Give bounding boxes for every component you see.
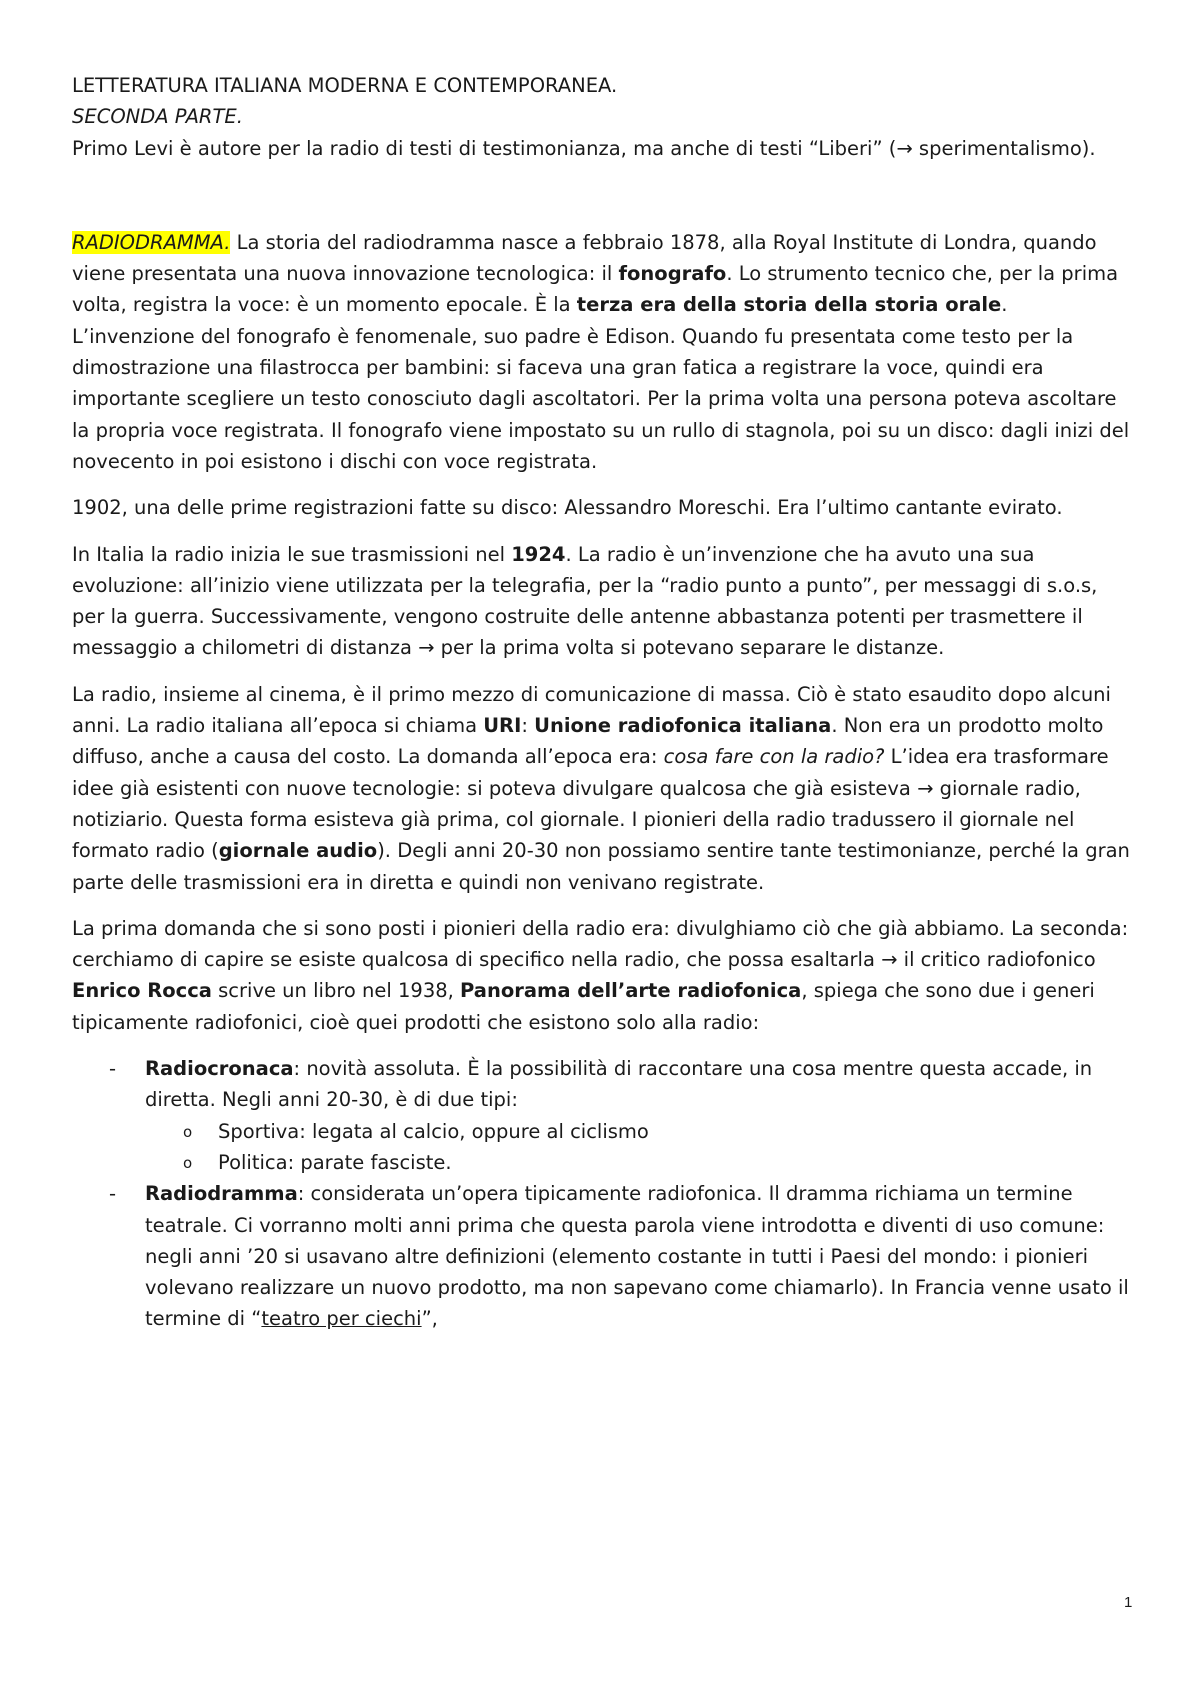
text-run: L’idea era trasformare idee già esistenti con nuove tecnologie: si poteva divulgare qualcosa che già esisteva [72, 745, 1109, 800]
bold-term: URI [483, 714, 522, 738]
text-run: : considerata un’opera tipicamente radiofonica. Il dramma richiama un termine teatrale. Ci vorranno molti anni prima che questa parola viene introdotta e diventi di uso comune: negli anni ’20 si usavano altre definizioni (elemento costante in tutti i Paesi del mondo: i pionieri volevano realizzare un nuovo prodotto, ma non sapevano come chiamarlo). In Francia venne usato il termine di “ [145, 1182, 1129, 1331]
text-run: La prima domanda che si sono posti i pionieri della radio era: divulghiamo ciò che già abbiamo. La seconda: cerchiamo di capire se esiste qualcosa di specifico nella radio, che possa esaltarla [72, 916, 1129, 972]
text-run: . Lo strumento tecnico che, per la prima volta, registra la voce: è un momento epocale. È la [72, 262, 1119, 317]
sub-list-item: o Politica: parate fasciste. [72, 1147, 1134, 1178]
genres-list [72, 1053, 1134, 1335]
page-number: 1 [1124, 1594, 1133, 1611]
italic-question: cosa fare con la radio? [663, 745, 885, 769]
text-run: il critico radiofonico [897, 948, 1096, 972]
text-run: : novità assoluta. È la possibilità di raccontare una cosa mentre questa accade, in diretta. Negli anni 20-30, è di due tipi: [145, 1057, 1093, 1112]
text-run: . La radio è un’invenzione che ha avuto una sua evoluzione: all’inizio viene utilizzata per la telegrafia, per la “radio punto a punto”, per messaggi di s.o.s, per la guerra. Successivamente, vengono costruite delle antenne abbastanza potenti per trasmettere il messaggio a chilometri di distanza [72, 542, 1098, 660]
paragraph-radiodramma [72, 227, 1134, 477]
list-item [72, 1053, 1134, 1178]
intro-text: Primo Levi è autore per la radio di testi di testimonianza, ma anche di testi “Liberi” ( [72, 136, 897, 160]
text-run: ”, [421, 1307, 438, 1331]
bold-term: 1924 [511, 542, 566, 566]
text-run: La storia del radiodramma nasce a febbraio 1878, alla Royal Institute di Londra, quando viene presentata una nuova innovazione tecnologica: il [72, 230, 1097, 286]
text-run: La radio, insieme al cinema, è il primo mezzo di comunicazione di massa. Ciò è stato esaudito dopo alcuni anni. La radio italiana all’epoca si chiama [72, 682, 1111, 738]
bold-term: Unione radiofonica italiana [534, 714, 832, 738]
bold-term: Enrico Rocca [72, 979, 212, 1003]
intro-paragraph [72, 133, 1134, 164]
highlighted-label: RADIODRAMMA. [72, 230, 231, 254]
sub-list-item: o Sportiva: legata al calcio, oppure al ciclismo [72, 1116, 1134, 1147]
doc-title: LETTERATURA ITALIANA MODERNA E CONTEMPORANEA. [72, 74, 618, 97]
bold-term: Panorama dell’arte radiofonica [460, 979, 802, 1003]
text-run: per la prima volta si potevano separare le distanze. [434, 636, 945, 660]
paragraph-comunicazione [72, 679, 1134, 898]
paragraph-1902: 1902, una delle prime registrazioni fatte su disco: Alessandro Moreschi. Era l’ultimo cantante evirato. [72, 496, 1063, 520]
text-run: : [521, 714, 535, 738]
text-run: scrive un libro nel 1938, [211, 979, 461, 1003]
paragraph-pionieri [72, 913, 1134, 1038]
intro-text-end: sperimentalismo). [912, 136, 1096, 160]
arrow-right-icon: → [896, 136, 913, 160]
arrow-right-icon: → [418, 636, 435, 660]
arrow-right-icon: → [917, 776, 934, 800]
bold-term: Radiocronaca [145, 1057, 294, 1081]
underlined-term: teatro per ciechi [261, 1307, 422, 1331]
text-run: . Non era un prodotto molto diffuso, anche a causa del costo. La domanda all’epoca era: [72, 714, 1104, 769]
doc-subtitle: SECONDA PARTE. [72, 105, 243, 129]
text-run: giornale radio, notiziario. Questa forma esisteva già prima, col giornale. I pionieri della radio tradussero il giornale nel formato radio ( [72, 776, 1081, 863]
arrow-right-icon: → [881, 948, 898, 972]
sub-list [145, 1116, 1134, 1179]
paragraph-italia-radio [72, 539, 1134, 664]
bold-term: terza era della storia della storia orale [576, 293, 1002, 317]
text-run: , spiega che sono due i generi tipicamente radiofonici, cioè quei prodotti che esistono solo alla radio: [72, 979, 1095, 1034]
text-run: In Italia la radio inizia le sue trasmissioni nel [72, 542, 512, 566]
bold-term: fonografo [618, 262, 727, 286]
text-run: ). Degli anni 20-30 non possiamo sentire tante testimonianze, perché la gran parte delle trasmissioni era in diretta e quindi non venivano registrate. [72, 839, 1130, 894]
spacer [72, 164, 1134, 227]
bold-term: giornale audio [218, 839, 378, 863]
bold-term: Radiodramma [145, 1182, 298, 1206]
text-run: . L’invenzione del fonografo è fenomenale, suo padre è Edison. Quando fu presentata come testo per la dimostrazione una filastrocca per bambini: si faceva una gran fatica a registrare la voce, quindi era importante scegliere un testo conosciuto dagli ascoltatori. Per la prima volta una persona poteva ascoltare la propria voce registrata. Il fonografo viene impostato su un rullo di stagnola, poi su un disco: dagli inizi del novecento in poi esistono i dischi con voce registrata. [72, 293, 1130, 473]
page-content [72, 70, 1134, 1335]
list-item [72, 1178, 1134, 1334]
